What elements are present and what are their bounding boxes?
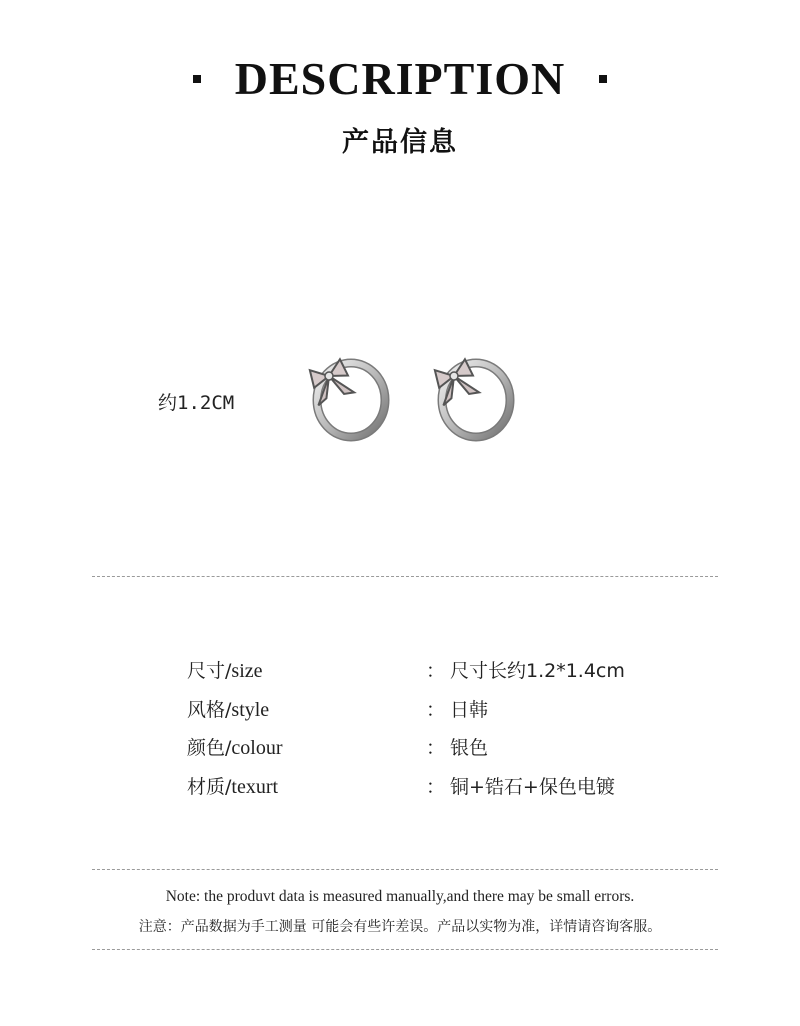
spec-colon: ： (426, 698, 446, 721)
note-chinese: 注意：产品数据为手工测量 可能会有些许差误。产品以实物为准，详情请咨询客服。 (138, 919, 662, 935)
spec-table (0, 652, 800, 806)
earring-left (306, 359, 385, 437)
spec-row-style (0, 691, 800, 730)
header (0, 52, 800, 159)
note-english: Note: the produvt data is measured manually,and there may be small errors. (165, 888, 635, 905)
page-title: DESCRIPTION (234, 53, 566, 104)
divider-middle (92, 869, 718, 870)
spec-colon: ： (426, 660, 446, 682)
spec-colon: ： (426, 775, 446, 798)
divider-bottom (92, 949, 718, 950)
spec-value: 日韩 (450, 698, 489, 721)
size-label: 约1.2CM (158, 392, 235, 414)
title-left-dot (193, 75, 201, 83)
spec-value: 银色 (450, 737, 489, 759)
spec-key: 材质/texurt (187, 775, 279, 798)
page-subtitle: 产品信息 (342, 127, 458, 158)
spec-colon: ： (426, 737, 446, 759)
spec-value: 铜+锆石+保色电镀 (450, 775, 615, 798)
earrings-image (296, 340, 526, 450)
spec-key: 尺寸/size (187, 660, 263, 682)
earring-right (431, 359, 510, 437)
spec-row-material (0, 768, 800, 807)
title-row (0, 52, 800, 106)
spec-row-colour (0, 729, 800, 768)
divider-top (92, 576, 718, 577)
spec-key: 风格/style (187, 698, 270, 721)
spec-value: 尺寸长约1.2*1.4cm (450, 660, 625, 682)
spec-row-size (0, 652, 800, 691)
spec-key: 颜色/colour (187, 737, 283, 759)
title-right-dot (599, 75, 607, 83)
